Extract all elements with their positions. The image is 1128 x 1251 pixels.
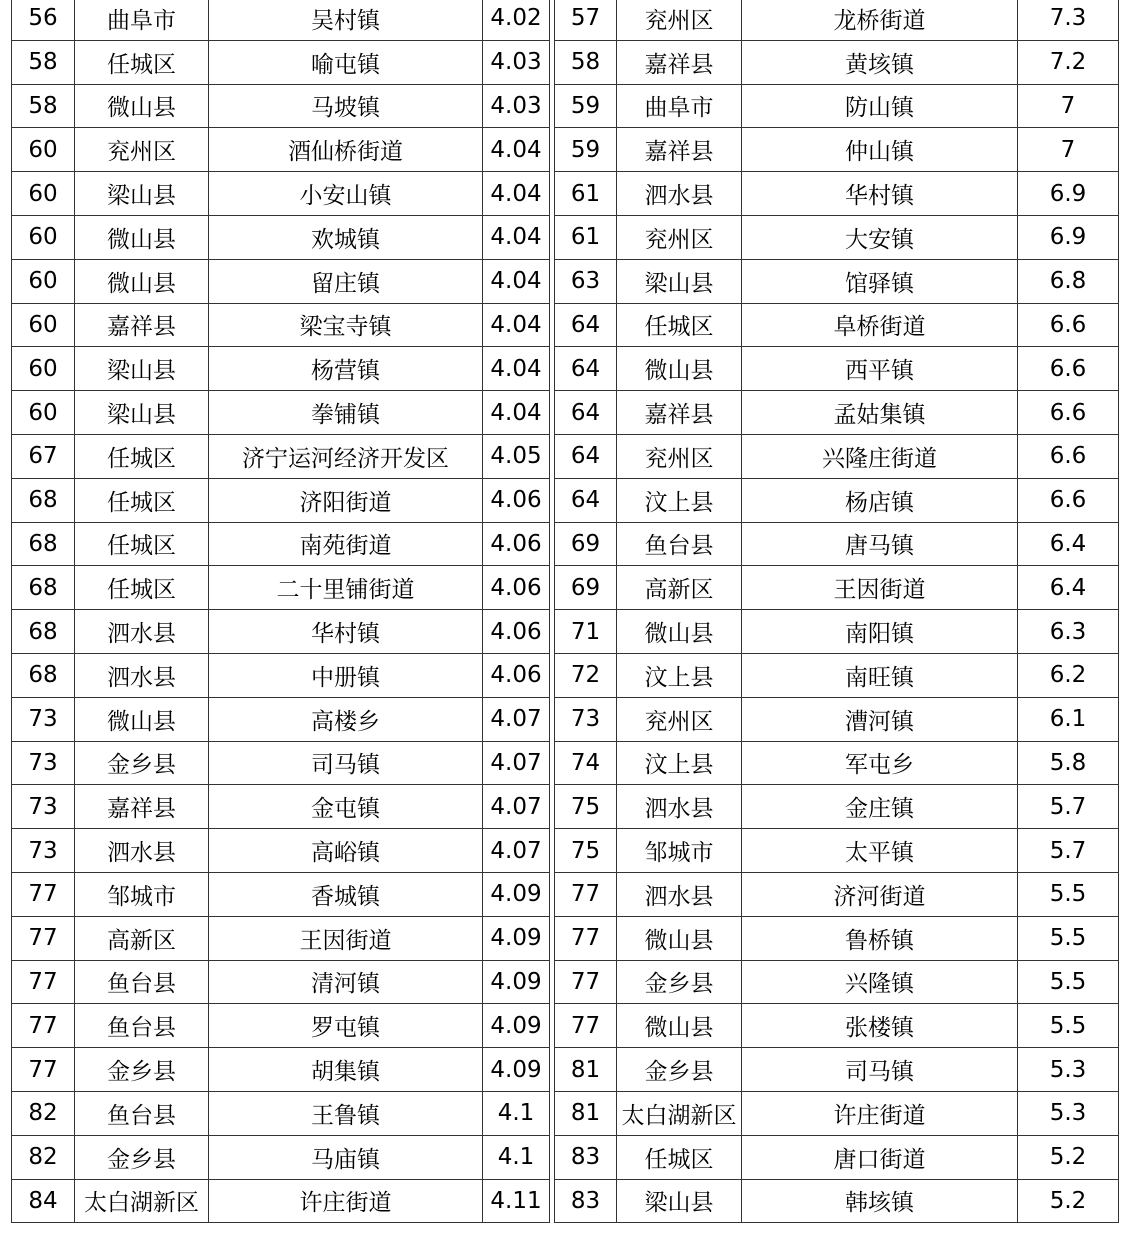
town-cell: 金屯镇 [209,785,483,829]
county-cell: 梁山县 [75,347,209,391]
town-cell: 鲁桥镇 [742,916,1018,960]
rank-cell: 77 [555,872,617,916]
county-cell: 微山县 [617,347,742,391]
rank-cell: 71 [555,610,617,654]
rank-cell: 68 [12,522,75,566]
town-cell: 高峪镇 [209,829,483,873]
value-cell: 6.4 [1018,566,1119,610]
town-cell: 南阳镇 [742,610,1018,654]
rank-cell: 75 [555,785,617,829]
rank-cell: 77 [12,916,75,960]
town-cell: 留庄镇 [209,259,483,303]
table-row [12,259,550,303]
county-cell: 微山县 [617,916,742,960]
town-cell: 黄垓镇 [742,40,1018,84]
county-cell: 汶上县 [617,741,742,785]
rank-cell: 84 [12,1179,75,1223]
table-row [12,1135,550,1179]
rank-cell: 81 [555,1091,617,1135]
rank-cell: 74 [555,741,617,785]
town-cell: 济阳街道 [209,478,483,522]
rank-cell: 77 [12,960,75,1004]
table-row [12,478,550,522]
value-cell: 4.06 [483,478,550,522]
county-cell: 兖州区 [617,434,742,478]
county-cell: 高新区 [75,916,209,960]
rank-cell: 64 [555,303,617,347]
county-cell: 鱼台县 [75,1091,209,1135]
town-cell: 唐口街道 [742,1135,1018,1179]
rank-cell: 72 [555,653,617,697]
county-cell: 金乡县 [617,1048,742,1092]
rank-cell: 73 [12,829,75,873]
table-row [555,610,1119,654]
value-cell: 6.1 [1018,697,1119,741]
county-cell: 微山县 [75,84,209,128]
table-row [12,653,550,697]
town-cell: 兴隆庄街道 [742,434,1018,478]
table-row [12,128,550,172]
value-cell: 6.4 [1018,522,1119,566]
town-cell: 王鲁镇 [209,1091,483,1135]
county-cell: 嘉祥县 [75,785,209,829]
town-cell: 南旺镇 [742,653,1018,697]
county-cell: 兖州区 [617,215,742,259]
table-row [555,960,1119,1004]
rank-cell: 77 [555,1004,617,1048]
value-cell: 4.02 [483,0,550,40]
value-cell: 4.09 [483,872,550,916]
county-cell: 鱼台县 [75,1004,209,1048]
town-cell: 二十里铺街道 [209,566,483,610]
town-cell: 太平镇 [742,829,1018,873]
rank-cell: 68 [12,478,75,522]
rank-cell: 64 [555,478,617,522]
county-cell: 太白湖新区 [617,1091,742,1135]
value-cell: 4.1 [483,1091,550,1135]
rank-cell: 69 [555,522,617,566]
table-row [12,391,550,435]
county-cell: 泗水县 [617,872,742,916]
table-row [12,785,550,829]
rank-cell: 64 [555,391,617,435]
rank-cell: 60 [12,259,75,303]
value-cell: 4.04 [483,391,550,435]
rank-cell: 73 [12,785,75,829]
county-cell: 任城区 [617,1135,742,1179]
town-cell: 许庄街道 [209,1179,483,1223]
county-cell: 曲阜市 [75,0,209,40]
county-cell: 金乡县 [75,1135,209,1179]
town-cell: 兴隆镇 [742,960,1018,1004]
rank-cell: 68 [12,653,75,697]
value-cell: 5.2 [1018,1135,1119,1179]
county-cell: 金乡县 [75,1048,209,1092]
county-cell: 金乡县 [75,741,209,785]
town-cell: 许庄街道 [742,1091,1018,1135]
table-row [12,1004,550,1048]
value-cell: 4.11 [483,1179,550,1223]
county-cell: 微山县 [617,610,742,654]
town-cell: 唐马镇 [742,522,1018,566]
table-row [12,347,550,391]
table-row [12,960,550,1004]
county-cell: 梁山县 [617,1179,742,1223]
value-cell: 6.6 [1018,478,1119,522]
rank-cell: 60 [12,391,75,435]
town-cell: 漕河镇 [742,697,1018,741]
rank-cell: 67 [12,434,75,478]
table-row [555,40,1119,84]
county-cell: 任城区 [75,478,209,522]
value-cell: 4.06 [483,610,550,654]
table-row [555,1091,1119,1135]
rank-cell: 61 [555,215,617,259]
value-cell: 5.3 [1018,1091,1119,1135]
county-cell: 泗水县 [75,610,209,654]
rank-cell: 64 [555,347,617,391]
rank-cell: 61 [555,172,617,216]
county-cell: 嘉祥县 [75,303,209,347]
rank-cell: 82 [12,1091,75,1135]
town-cell: 酒仙桥街道 [209,128,483,172]
value-cell: 4.04 [483,303,550,347]
right-ranking-table [554,0,1119,1223]
table-row [12,1179,550,1223]
table-row [12,566,550,610]
town-cell: 高楼乡 [209,697,483,741]
town-cell: 杨店镇 [742,478,1018,522]
county-cell: 嘉祥县 [617,40,742,84]
town-cell: 喻屯镇 [209,40,483,84]
table-row [555,829,1119,873]
value-cell: 7.2 [1018,40,1119,84]
value-cell: 4.1 [483,1135,550,1179]
rank-cell: 59 [555,128,617,172]
value-cell: 6.6 [1018,391,1119,435]
county-cell: 微山县 [75,259,209,303]
value-cell: 6.6 [1018,347,1119,391]
county-cell: 兖州区 [75,128,209,172]
county-cell: 邹城市 [75,872,209,916]
town-cell: 清河镇 [209,960,483,1004]
value-cell: 6.8 [1018,259,1119,303]
rank-cell: 68 [12,566,75,610]
value-cell: 5.7 [1018,829,1119,873]
value-cell: 4.03 [483,84,550,128]
rank-cell: 77 [12,1048,75,1092]
county-cell: 邹城市 [617,829,742,873]
town-cell: 马坡镇 [209,84,483,128]
table-row [555,1135,1119,1179]
county-cell: 曲阜市 [617,84,742,128]
rank-cell: 58 [12,40,75,84]
table-row [555,303,1119,347]
value-cell: 6.6 [1018,303,1119,347]
value-cell: 4.03 [483,40,550,84]
table-row [12,522,550,566]
county-cell: 微山县 [75,697,209,741]
value-cell: 4.06 [483,653,550,697]
rank-cell: 60 [12,347,75,391]
table-row [555,566,1119,610]
rank-cell: 60 [12,303,75,347]
rank-cell: 77 [12,872,75,916]
rank-cell: 60 [12,172,75,216]
town-cell: 防山镇 [742,84,1018,128]
rank-cell: 77 [12,1004,75,1048]
county-cell: 兖州区 [617,0,742,40]
rank-cell: 73 [12,697,75,741]
table-row [12,84,550,128]
table-row [12,1091,550,1135]
value-cell: 7 [1018,84,1119,128]
value-cell: 5.7 [1018,785,1119,829]
left-ranking-table [11,0,550,1223]
county-cell: 鱼台县 [617,522,742,566]
town-cell: 金庄镇 [742,785,1018,829]
table-row [12,1048,550,1092]
value-cell: 5.3 [1018,1048,1119,1092]
town-cell: 西平镇 [742,347,1018,391]
table-row [555,1179,1119,1223]
rank-cell: 83 [555,1179,617,1223]
value-cell: 5.5 [1018,916,1119,960]
rank-cell: 56 [12,0,75,40]
value-cell: 4.05 [483,434,550,478]
town-cell: 吴村镇 [209,0,483,40]
table-row [12,829,550,873]
town-cell: 南苑街道 [209,522,483,566]
town-cell: 军屯乡 [742,741,1018,785]
rank-cell: 68 [12,610,75,654]
table-row [12,0,550,40]
town-cell: 济河街道 [742,872,1018,916]
town-cell: 华村镇 [209,610,483,654]
value-cell: 7 [1018,128,1119,172]
table-row [555,785,1119,829]
value-cell: 4.09 [483,1004,550,1048]
town-cell: 龙桥街道 [742,0,1018,40]
county-cell: 任城区 [75,434,209,478]
table-row [12,172,550,216]
value-cell: 6.3 [1018,610,1119,654]
town-cell: 韩垓镇 [742,1179,1018,1223]
table-row [12,40,550,84]
town-cell: 张楼镇 [742,1004,1018,1048]
table-row [555,215,1119,259]
value-cell: 6.6 [1018,434,1119,478]
value-cell: 4.07 [483,785,550,829]
table-row [555,128,1119,172]
county-cell: 任城区 [75,40,209,84]
value-cell: 4.04 [483,172,550,216]
town-cell: 华村镇 [742,172,1018,216]
county-cell: 微山县 [617,1004,742,1048]
county-cell: 汶上县 [617,478,742,522]
table-row [555,872,1119,916]
county-cell: 梁山县 [75,391,209,435]
value-cell: 4.07 [483,741,550,785]
town-cell: 杨营镇 [209,347,483,391]
table-row [555,0,1119,40]
county-cell: 嘉祥县 [617,391,742,435]
value-cell: 5.8 [1018,741,1119,785]
rank-cell: 60 [12,128,75,172]
rank-cell: 77 [555,916,617,960]
rank-cell: 81 [555,1048,617,1092]
town-cell: 阜桥街道 [742,303,1018,347]
town-cell: 司马镇 [742,1048,1018,1092]
rank-cell: 83 [555,1135,617,1179]
town-cell: 王因街道 [742,566,1018,610]
table-row [555,522,1119,566]
value-cell: 6.2 [1018,653,1119,697]
county-cell: 鱼台县 [75,960,209,1004]
town-cell: 仲山镇 [742,128,1018,172]
county-cell: 泗水县 [617,172,742,216]
rank-cell: 58 [12,84,75,128]
county-cell: 梁山县 [617,259,742,303]
county-cell: 微山县 [75,215,209,259]
table-row [555,391,1119,435]
value-cell: 4.07 [483,697,550,741]
table-row [12,610,550,654]
county-cell: 梁山县 [75,172,209,216]
value-cell: 5.2 [1018,1179,1119,1223]
rank-cell: 58 [555,40,617,84]
value-cell: 5.5 [1018,960,1119,1004]
town-cell: 中册镇 [209,653,483,697]
rank-cell: 73 [12,741,75,785]
county-cell: 金乡县 [617,960,742,1004]
town-cell: 罗屯镇 [209,1004,483,1048]
county-cell: 任城区 [617,303,742,347]
table-row [12,697,550,741]
value-cell: 4.04 [483,128,550,172]
town-cell: 胡集镇 [209,1048,483,1092]
rank-cell: 77 [555,960,617,1004]
value-cell: 6.9 [1018,215,1119,259]
county-cell: 泗水县 [617,785,742,829]
value-cell: 7.3 [1018,0,1119,40]
table-row [555,347,1119,391]
town-cell: 孟姑集镇 [742,391,1018,435]
table-row [12,215,550,259]
town-cell: 马庙镇 [209,1135,483,1179]
table-row [555,1048,1119,1092]
value-cell: 6.9 [1018,172,1119,216]
county-cell: 泗水县 [75,829,209,873]
county-cell: 泗水县 [75,653,209,697]
table-row [555,916,1119,960]
value-cell: 4.04 [483,215,550,259]
value-cell: 4.09 [483,916,550,960]
rank-cell: 59 [555,84,617,128]
town-cell: 梁宝寺镇 [209,303,483,347]
table-row [555,434,1119,478]
table-row [12,303,550,347]
table-row [555,741,1119,785]
rank-cell: 73 [555,697,617,741]
town-cell: 济宁运河经济开发区 [209,434,483,478]
table-row [555,653,1119,697]
table-row [555,259,1119,303]
value-cell: 4.06 [483,522,550,566]
table-row [555,84,1119,128]
county-cell: 兖州区 [617,697,742,741]
rank-cell: 75 [555,829,617,873]
value-cell: 4.04 [483,347,550,391]
table-row [12,741,550,785]
county-cell: 太白湖新区 [75,1179,209,1223]
rank-cell: 82 [12,1135,75,1179]
value-cell: 4.06 [483,566,550,610]
town-cell: 司马镇 [209,741,483,785]
town-cell: 香城镇 [209,872,483,916]
town-cell: 欢城镇 [209,215,483,259]
county-cell: 任城区 [75,522,209,566]
value-cell: 5.5 [1018,872,1119,916]
value-cell: 5.5 [1018,1004,1119,1048]
county-cell: 汶上县 [617,653,742,697]
value-cell: 4.09 [483,1048,550,1092]
county-cell: 高新区 [617,566,742,610]
town-cell: 小安山镇 [209,172,483,216]
town-cell: 王因街道 [209,916,483,960]
value-cell: 4.04 [483,259,550,303]
table-row [12,872,550,916]
rank-cell: 64 [555,434,617,478]
town-cell: 拳铺镇 [209,391,483,435]
value-cell: 4.07 [483,829,550,873]
value-cell: 4.09 [483,960,550,1004]
county-cell: 嘉祥县 [617,128,742,172]
rank-cell: 63 [555,259,617,303]
town-cell: 馆驿镇 [742,259,1018,303]
table-row [555,172,1119,216]
rank-cell: 69 [555,566,617,610]
county-cell: 任城区 [75,566,209,610]
rank-cell: 60 [12,215,75,259]
table-row [555,697,1119,741]
town-cell: 大安镇 [742,215,1018,259]
table-row [555,1004,1119,1048]
table-row [12,434,550,478]
table-row [555,478,1119,522]
table-row [12,916,550,960]
rank-cell: 57 [555,0,617,40]
